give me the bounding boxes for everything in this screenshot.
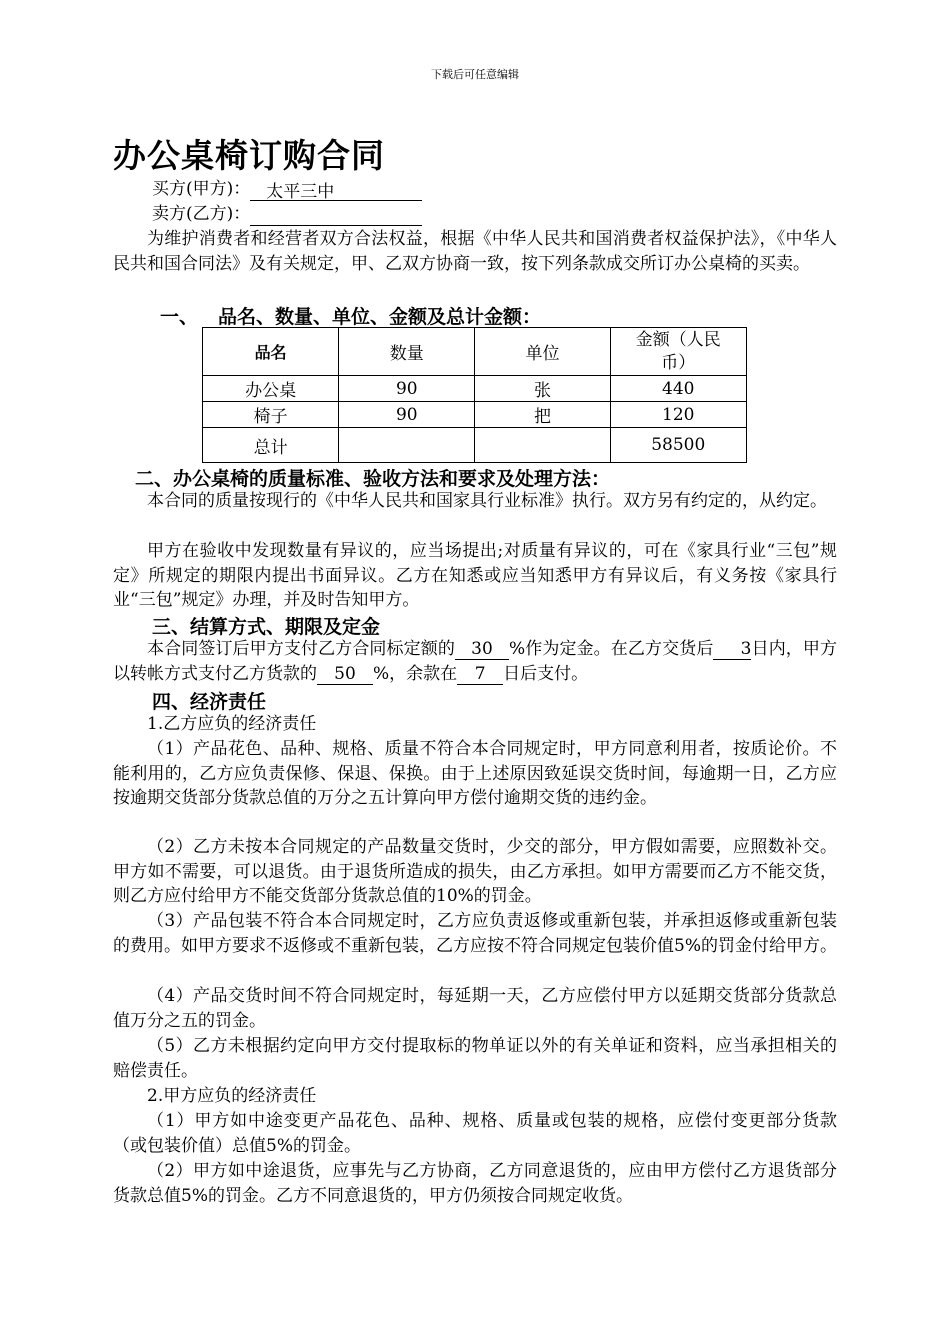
- section4-sub1-item-3: （3）产品包装不符合本合同规定时，乙方应负责返修或重新包装，并承担返修或重新包装的费用。如甲方要求不返修或不重新包装，乙方应按不符合同规定包装价值5%的罚金付给甲方。: [113, 911, 837, 956]
- table-header-row: [203, 328, 747, 376]
- section3-text-4: %，余款在: [373, 663, 458, 684]
- section2-paragraph-1: 本合同的质量按现行的《中华人民共和国家具行业标准》执行。双方另有约定的，从约定。: [147, 491, 827, 511]
- table-header-name: 品名: [203, 328, 339, 376]
- section2-heading: 二、办公桌椅的质量标准、验收方法和要求及处理方法：: [135, 468, 611, 490]
- table-cell: 张: [475, 376, 610, 402]
- section1-number: 一、: [160, 306, 199, 328]
- section4-sub1-item-5: （5）乙方未根据约定向甲方交付提取标的物单证以外的有关单证和资料，应当承担相关的赔偿责任。: [113, 1036, 837, 1081]
- section4-heading: 四、经济责任: [152, 691, 267, 713]
- table-header-amount-line2: 币）: [661, 352, 696, 373]
- table-cell: 总计: [203, 428, 339, 463]
- section4-sub2: 2.甲方应负的经济责任: [147, 1086, 317, 1106]
- section4-sub1-item-2: （2）乙方未按本合同规定的产品数量交货时，少交的部分，甲方假如需要，应照数补交。甲方如不需要，可以退货。由于退货所造成的损失，由乙方承担。如甲方需要而乙方不能交货，则乙方应付给甲方不能交货部分货款总值的10%的罚金。: [113, 837, 837, 906]
- seller-label: 卖方(乙方)：: [152, 204, 251, 224]
- table-cell: 办公桌: [203, 376, 339, 402]
- section4-sub2-item-1: （1）甲方如中途变更产品花色、品种、规格、质量或包装的规格，应偿付变更部分货款（或包装价值）总值5%的罚金。: [113, 1111, 837, 1156]
- buyer-label: 买方(甲方)：: [152, 179, 251, 199]
- section3-text-2: %作为定金。在乙方交货后: [508, 639, 714, 659]
- seller-line: [152, 202, 422, 226]
- section4-sub1: 1.乙方应负的经济责任: [147, 714, 317, 734]
- table-row: [203, 376, 747, 402]
- table-row-total: [203, 428, 747, 463]
- buyer-field[interactable]: 太平三中: [250, 180, 422, 201]
- table-header-quantity: 数量: [339, 328, 475, 376]
- table-cell: [475, 428, 610, 463]
- table-cell: 120: [610, 402, 746, 428]
- section4-sub1-item-4: （4）产品交货时间不符合同规定时，每延期一天，乙方应偿付甲方以延期交货部分货款总值万分之五的罚金。: [113, 986, 837, 1031]
- table-cell: 椅子: [203, 402, 339, 428]
- buyer-line: [152, 177, 422, 201]
- payment-percent-field[interactable]: 50: [317, 664, 373, 685]
- deposit-percent-field[interactable]: 30: [455, 639, 509, 660]
- table-header-amount-line1: 金额（人民: [635, 329, 721, 350]
- intro-paragraph: 为维护消费者和经营者双方合法权益，根据《中华人民共和国消费者权益保护法》，《中华人民共和国合同法》及有关规定，甲、乙双方协商一致，按下列条款成交所订办公桌椅的买卖。: [113, 229, 837, 274]
- section3-text-5: 日后支付。: [503, 663, 589, 684]
- table-cell: [339, 428, 475, 463]
- section3-heading: 三、结算方式、期限及定金: [152, 616, 381, 638]
- balance-days-field[interactable]: 7: [457, 664, 503, 685]
- table-cell: 90: [339, 402, 475, 428]
- table-header-unit: 单位: [475, 328, 610, 376]
- header-note: 下载后可任意编辑: [431, 68, 519, 81]
- table-header-amount: [610, 328, 746, 376]
- section3-text-1: 本合同签订后甲方支付乙方合同标定额的: [147, 639, 455, 659]
- table-cell: 440: [610, 376, 746, 402]
- page-title: 办公桌椅订购合同: [113, 136, 385, 175]
- table-cell: 把: [475, 402, 610, 428]
- section1-heading: [160, 302, 541, 329]
- seller-field[interactable]: [250, 205, 422, 226]
- section3-text-3: 日内，甲方以转帐方式支付乙方货款的: [113, 639, 838, 684]
- table-cell: 90: [339, 376, 475, 402]
- section3-paragraph: [113, 637, 837, 686]
- section2-paragraph-2: 甲方在验收中发现数量有异议的，应当场提出;对质量有异议的，可在《家具行业“三包”规定》所规定的期限内提出书面异议。乙方在知悉或应当知悉甲方有异议后，有义务按《家具行业“三包”规定》办理，并及时告知甲方。: [113, 541, 837, 610]
- items-table: [202, 327, 747, 463]
- table-row: [203, 402, 747, 428]
- section1-title: 品名、数量、单位、金额及总计金额：: [218, 306, 542, 328]
- delivery-days-field[interactable]: 3: [713, 639, 751, 660]
- section4-sub2-item-2: （2）甲方如中途退货，应事先与乙方协商，乙方同意退货的，应由甲方偿付乙方退货部分货款总值5%的罚金。乙方不同意退货的，甲方仍须按合同规定收货。: [113, 1161, 837, 1206]
- section4-sub1-item-1: （1）产品花色、品种、规格、质量不符合本合同规定时，甲方同意利用者，按质论价。不能利用的，乙方应负责保修、保退、保换。由于上述原因致延误交货时间，每逾期一日，乙方应按逾期交货部分货款总值的万分之五计算向甲方偿付逾期交货的违约金。: [113, 739, 837, 808]
- table-cell: 58500: [610, 428, 746, 463]
